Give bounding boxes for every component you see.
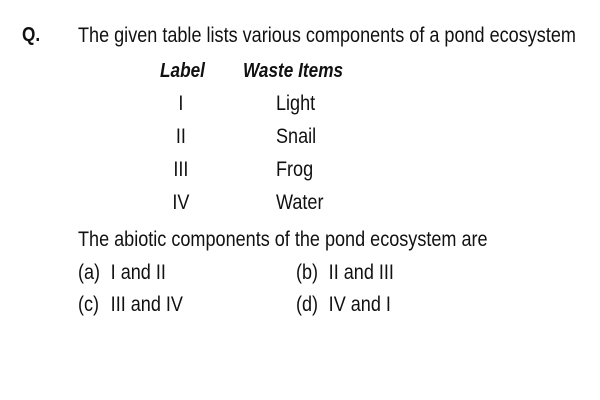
table-row (0, 191, 600, 221)
table-row (0, 158, 600, 188)
row-label: II (175, 125, 186, 148)
table-header-items: Waste Items (243, 60, 344, 82)
row-item: Water (276, 191, 324, 214)
row-item: Light (276, 92, 316, 115)
question-text: The given table lists various components of a pond ecosystem (78, 24, 576, 47)
option-letter: (a) (78, 261, 101, 284)
row-label: III (173, 158, 189, 181)
table-header-label: Label (160, 60, 205, 82)
option-letter: (b) (296, 261, 319, 284)
option-text: IV and I (328, 293, 391, 316)
option-a[interactable] (78, 261, 166, 285)
option-c[interactable] (78, 293, 183, 317)
option-d[interactable] (296, 293, 391, 317)
option-letter: (c) (78, 293, 100, 316)
option-b[interactable] (296, 261, 394, 285)
option-text: I and II (110, 261, 166, 284)
question-stem: The abiotic components of the pond ecosystem are (78, 228, 488, 251)
row-label: I (178, 92, 184, 115)
option-text: III and IV (110, 293, 183, 316)
row-item: Frog (276, 158, 314, 181)
row-label: IV (172, 191, 190, 214)
question-marker: Q. (22, 24, 41, 46)
table-row (0, 125, 600, 155)
option-letter: (d) (296, 293, 319, 316)
table-row (0, 92, 600, 122)
row-item: Snail (276, 125, 317, 148)
option-text: II and III (328, 261, 394, 284)
